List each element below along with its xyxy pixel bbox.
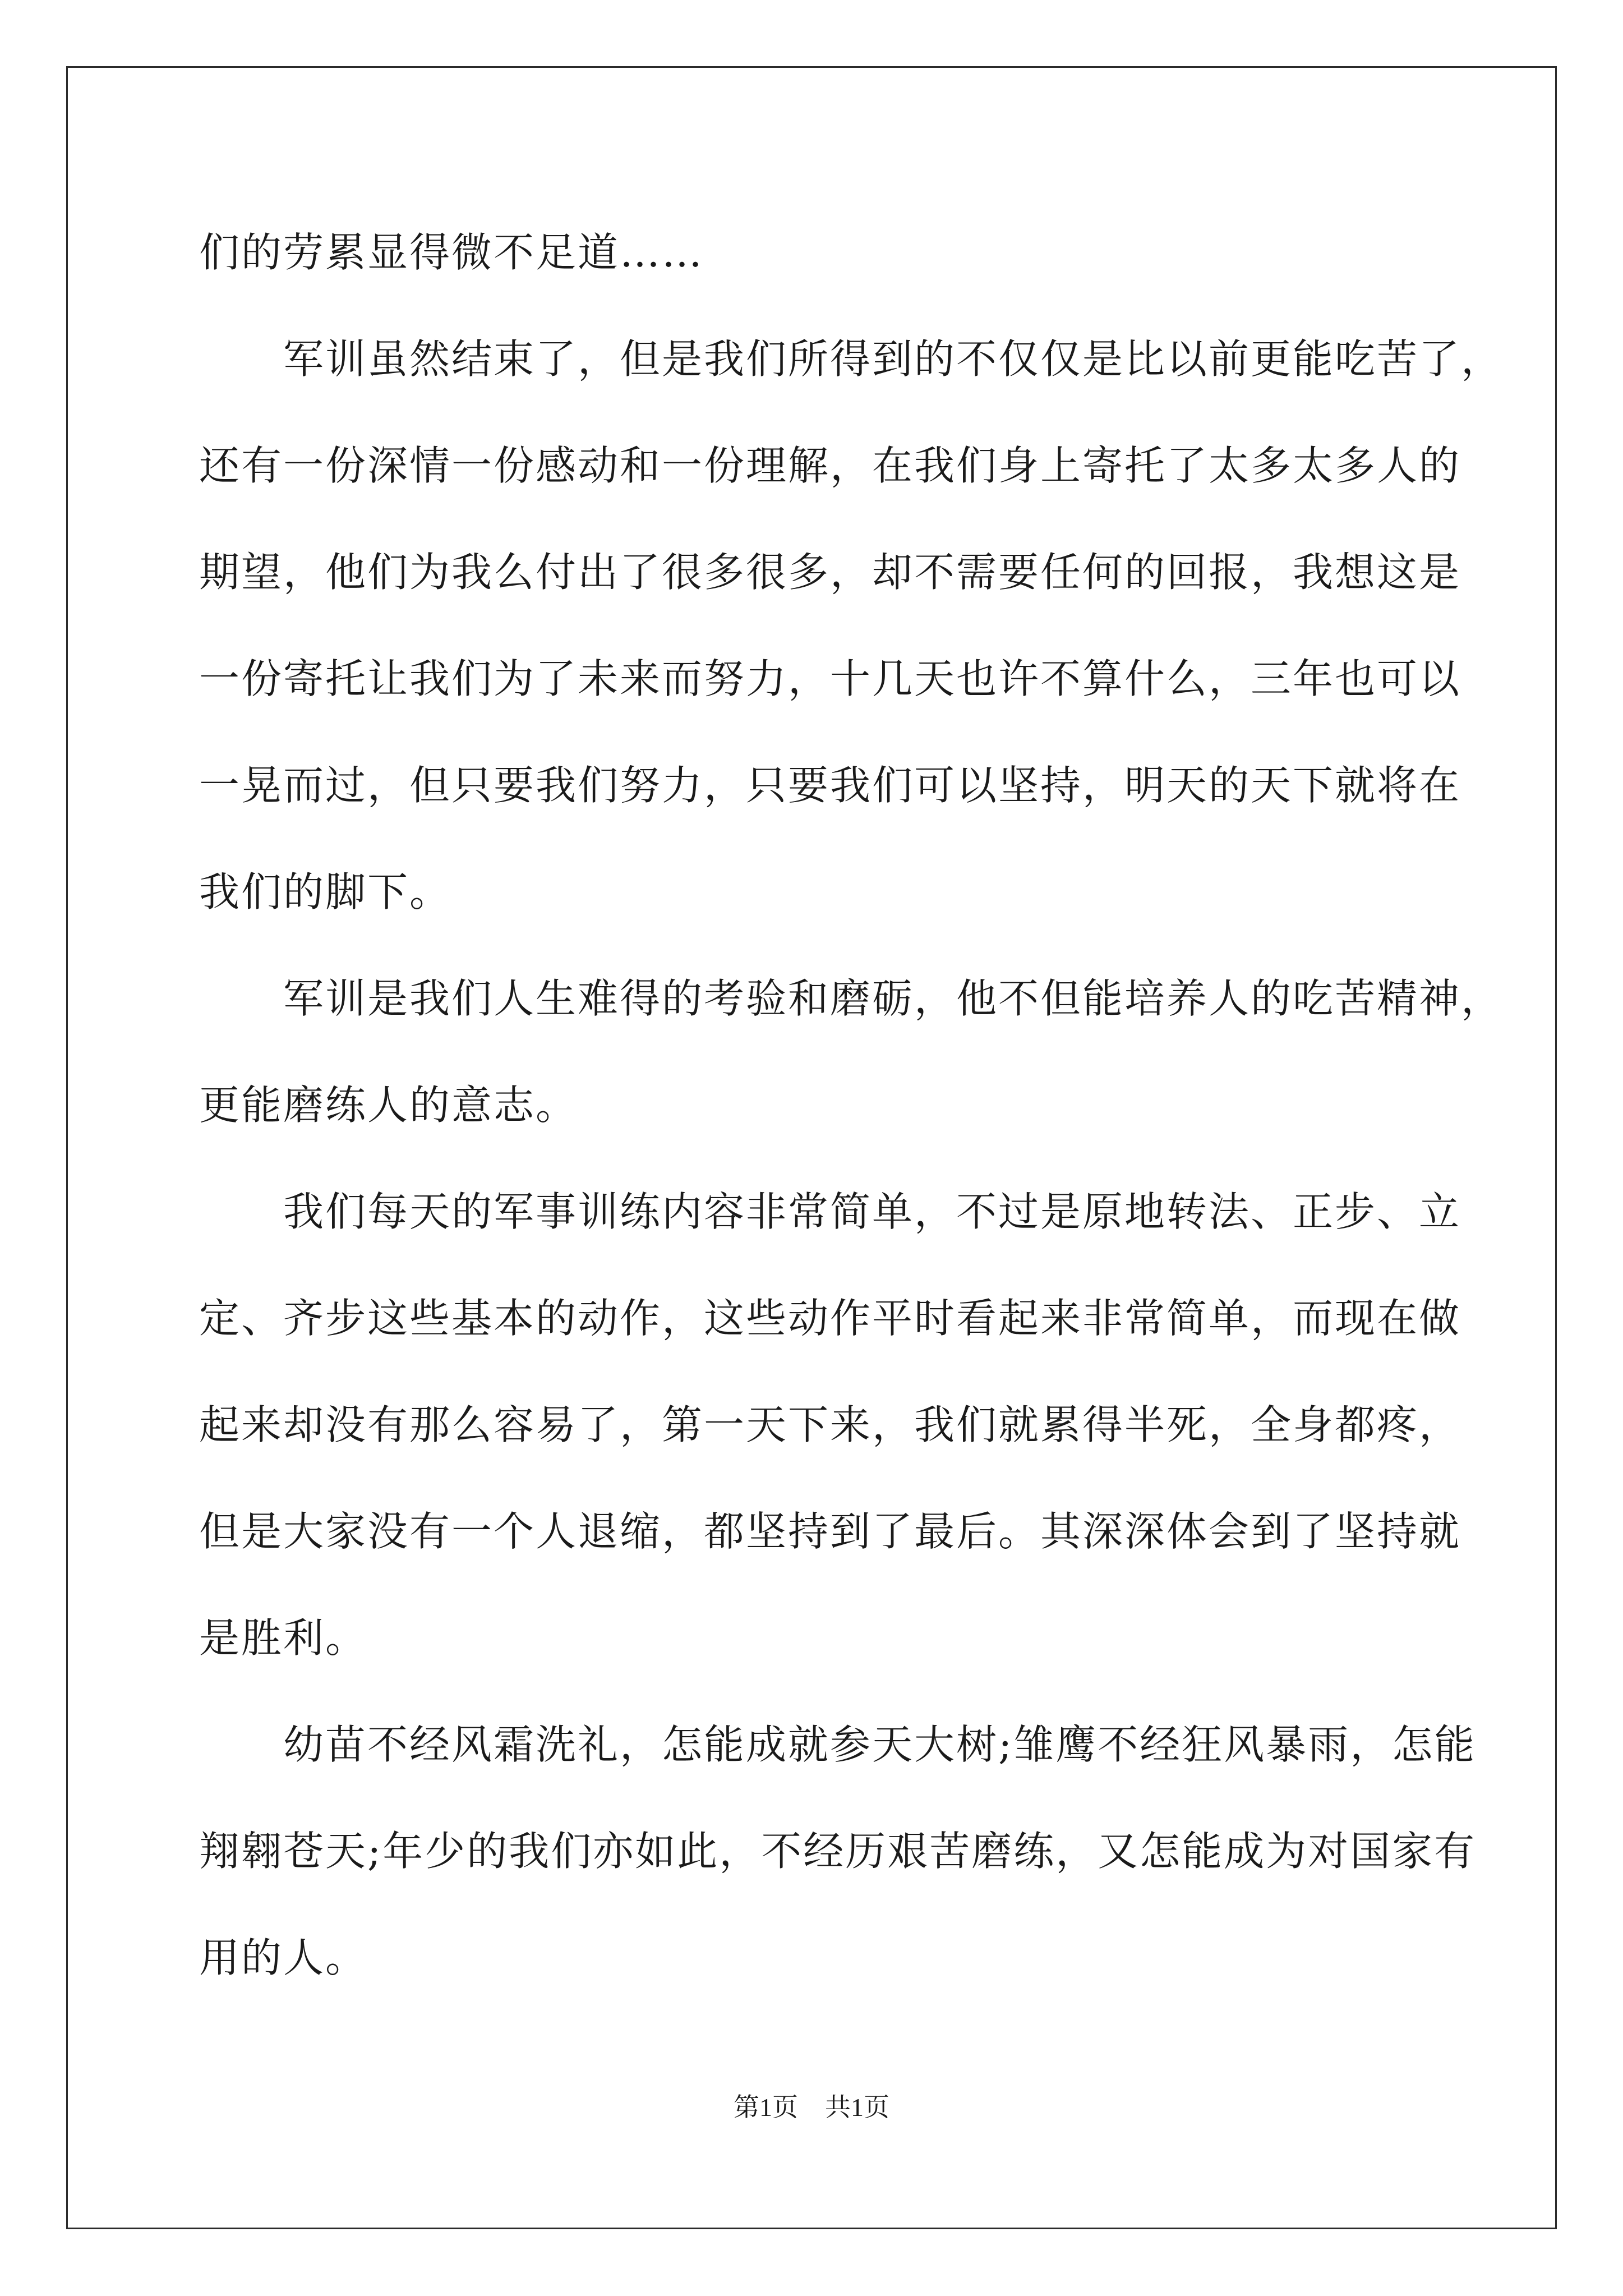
page-number-current: 第1页 [734,2093,798,2122]
text-line: 还有一份深情一份感动和一份理解，在我们身上寄托了太多太多人的 [199,442,1461,489]
text-line: 更能磨练人的意志。 [199,1082,578,1129]
text-line: 定、齐步这些基本的动作，这些动作平时看起来非常简单，而现在做 [199,1295,1461,1342]
text-line: 幼苗不经风霜洗礼，怎能成就参天大树;雏鹰不经狂风暴雨，怎能 [283,1721,1477,1768]
text-line: 翔翱苍天;年少的我们亦如此，不经历艰苦磨练，又怎能成为对国家有 [199,1828,1477,1875]
document-body [199,210,1504,2022]
text-line: 军训虽然结束了，但是我们所得到的不仅仅是比以前更能吃苦了， [283,335,1504,383]
text-line: 用的人。 [199,1934,368,1981]
text-line: 是胜利。 [199,1614,368,1662]
text-line: 一晃而过，但只要我们努力，只要我们可以坚持，明天的天下就将在 [199,762,1461,809]
text-line: 我们每天的军事训练内容非常简单，不过是原地转法、正步、立 [283,1188,1461,1235]
text-line: 军训是我们人生难得的考验和磨砺，他不但能培养人的吃苦精神， [283,975,1504,1022]
page-footer [0,2091,1623,2124]
text-line: 但是大家没有一个人退缩，都坚持到了最后。其深深体会到了坚持就 [199,1508,1461,1555]
page-number-total: 共1页 [825,2093,889,2122]
text-line: 起来却没有那么容易了，第一天下来，我们就累得半死，全身都疼， [199,1401,1461,1448]
text-line: 我们的脚下。 [199,868,452,915]
text-line: 们的劳累显得微不足道…… [199,229,704,276]
text-line: 期望，他们为我么付出了很多很多，却不需要任何的回报，我想这是 [199,549,1461,596]
text-line: 一份寄托让我们为了未来而努力，十几天也许不算什么，三年也可以 [199,655,1461,702]
